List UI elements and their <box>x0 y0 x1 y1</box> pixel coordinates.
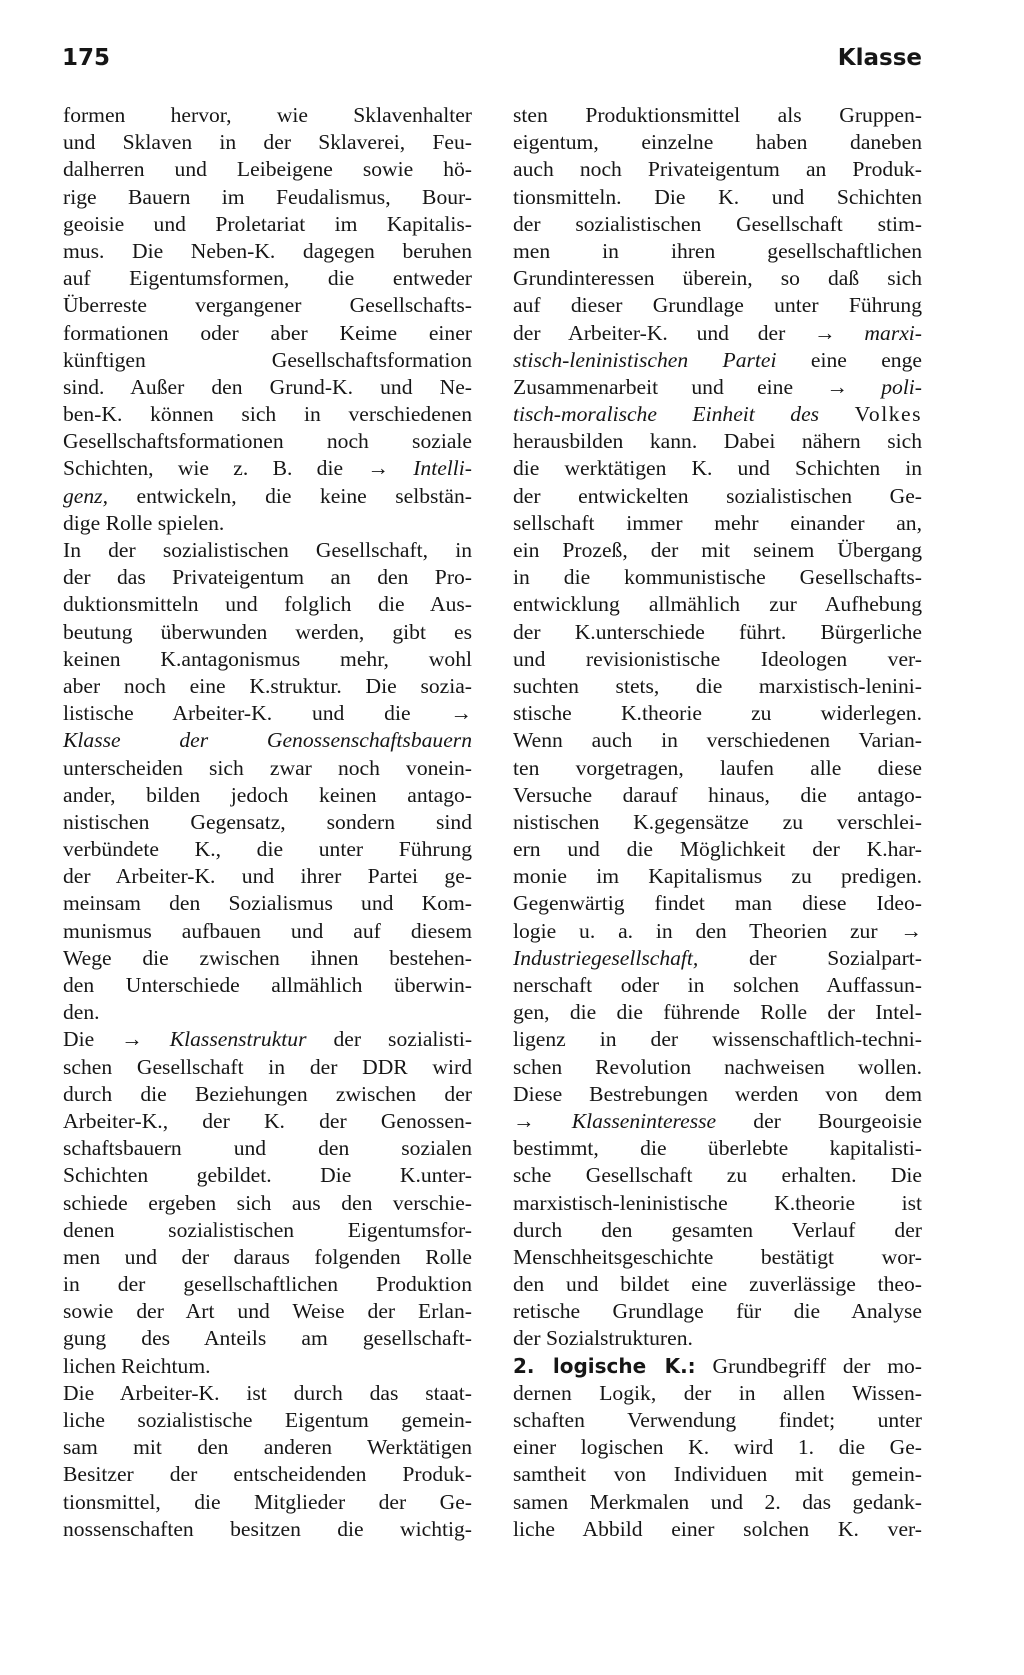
text-line <box>513 129 922 156</box>
text-span: ten vorgetragen, laufen alle diese <box>513 755 922 780</box>
text-line <box>63 156 472 183</box>
text-span: Überreste vergangener Gesellschafts- <box>63 293 472 318</box>
text-line <box>513 673 922 700</box>
text-line <box>63 782 472 809</box>
text-span: der Sozialpart- <box>749 945 922 970</box>
text-span: sind. Außer den Grund-K. und Ne- <box>63 374 472 399</box>
text-span: auf dieser Grundlage unter Führung <box>513 293 922 318</box>
text-span: ein Prozeß, der mit seinem Übergang <box>513 538 922 562</box>
text-line <box>513 1271 922 1298</box>
text-line <box>63 510 472 537</box>
text-line <box>63 455 472 482</box>
text-span: Grundbegriff der mo- <box>712 1353 922 1378</box>
text-line <box>63 700 472 727</box>
text-line <box>513 646 922 673</box>
text-line <box>513 1516 922 1543</box>
text-line <box>63 238 472 265</box>
text-span: formen hervor, wie Sklavenhalter <box>63 103 472 127</box>
text-line <box>63 999 472 1026</box>
text-span: men in ihren gesellschaftlichen <box>513 238 922 263</box>
text-span: sten Produktionsmittel als Gruppen- <box>513 103 922 127</box>
text-line <box>63 1325 472 1352</box>
text-line <box>513 782 922 809</box>
text-line <box>63 1353 472 1380</box>
text-span: der Bourgeoisie <box>753 1108 922 1133</box>
text-span: samen Merkmalen und 2. das gedank- <box>513 1489 922 1514</box>
text-span: mus. Die Neben-K. dagegen beruhen <box>63 238 472 263</box>
text-line <box>513 537 922 564</box>
text-line <box>513 1244 922 1271</box>
text-span: der entwickelten sozialistischen Ge- <box>513 483 922 508</box>
page-number: 175 <box>62 45 111 71</box>
text-line <box>63 320 472 347</box>
running-title: Klasse <box>837 45 922 71</box>
text-line <box>63 1461 472 1488</box>
text-span: der K.unterschiede führt. Bürgerliche <box>513 619 922 644</box>
text-span: Wege die zwischen ihnen bestehen- <box>63 945 472 970</box>
text-span: geoisie und Proletariat im Kapitalis- <box>63 211 472 236</box>
text-span: stische K.theorie zu widerlegen. <box>513 701 922 726</box>
text-line <box>513 1054 922 1081</box>
text-span: Diese Bestrebungen werden von dem <box>513 1081 922 1106</box>
text-span: in die kommunistische Gesellschafts- <box>513 565 922 590</box>
text-line <box>63 564 472 591</box>
text-it: poli- <box>881 374 923 399</box>
text-span: Zusammenarbeit und eine → <box>513 374 848 399</box>
text-span: entwickeln, die keine selbstän- <box>136 483 472 508</box>
text-line <box>63 1244 472 1271</box>
text-span: der Arbeiter-K. und der → <box>513 320 836 345</box>
text-it: Klasseninteresse <box>571 1108 717 1133</box>
text-line <box>513 156 922 183</box>
text-span: schen Gesellschaft in der DDR wird <box>63 1054 472 1079</box>
text-it: Klasse der Genossenschaftsbauern <box>63 728 472 753</box>
text-span: ligenz in der wissenschaftlich-techni- <box>513 1027 922 1052</box>
text-line <box>513 320 922 347</box>
text-line <box>63 1489 472 1516</box>
text-line <box>513 945 922 972</box>
text-line <box>513 1190 922 1217</box>
text-line <box>63 727 472 754</box>
text-line <box>513 265 922 292</box>
text-line <box>63 1190 472 1217</box>
text-line <box>513 890 922 917</box>
text-line <box>513 1108 922 1135</box>
text-span: nistischen Gegensatz, sondern sind <box>63 809 472 834</box>
text-span: Schichten gebildet. Die K.unter- <box>63 1163 472 1188</box>
text-span: rige Bauern im Feudalismus, Bour- <box>63 184 472 209</box>
text-span: dalherren und Leibeigene sowie hö- <box>63 157 472 182</box>
text-line <box>63 1271 472 1298</box>
text-line <box>63 1026 472 1053</box>
text-span: listische Arbeiter-K. und die → <box>63 701 472 726</box>
text-line <box>513 972 922 999</box>
text-line <box>513 1135 922 1162</box>
text-sp: Volkes <box>854 402 922 427</box>
text-line <box>63 1380 472 1407</box>
text-span: duktionsmitteln und folglich die Aus- <box>63 592 472 617</box>
text-line <box>513 1298 922 1325</box>
text-span: der Arbeiter-K. und ihrer Partei ge- <box>63 864 472 889</box>
text-span: der das Privateigentum an den Pro- <box>63 565 472 590</box>
text-line <box>513 1353 922 1380</box>
text-span: sche Gesellschaft zu erhalten. Die <box>513 1163 922 1188</box>
text-span: verbündete K., die unter Führung <box>63 837 472 862</box>
text-span: durch den gesamten Verlauf der <box>513 1217 922 1242</box>
text-span: retische Grundlage für die Analyse <box>513 1299 922 1324</box>
text-span: in der gesellschaftlichen Produktion <box>63 1272 472 1297</box>
text-line <box>63 1434 472 1461</box>
text-span: schaftsbauern und den sozialen <box>63 1136 472 1161</box>
text-it: Intelli- <box>413 456 472 481</box>
text-span: gen, die die führende Rolle der Intel- <box>513 1000 922 1025</box>
text-span: eigentum, einzelne haben daneben <box>513 130 922 155</box>
text-span: tionsmitteln. Die K. und Schichten <box>513 184 922 209</box>
text-span: der sozialistischen Gesellschaft stim- <box>513 211 922 236</box>
text-line <box>513 564 922 591</box>
text-line <box>63 184 472 211</box>
text-span: beutung überwunden werden, gibt es <box>63 619 472 644</box>
text-span: der sozialisti- <box>333 1027 473 1052</box>
text-line <box>63 972 472 999</box>
text-span: nossenschaften besitzen die wichtig- <box>63 1516 472 1541</box>
text-span: tionsmittel, die Mitglieder der Ge- <box>63 1489 472 1514</box>
text-line <box>513 1081 922 1108</box>
text-line <box>513 238 922 265</box>
text-line <box>513 1434 922 1461</box>
text-span: Wenn auch in verschiedenen Varian- <box>513 728 922 753</box>
text-line <box>513 999 922 1026</box>
text-span: der Sozialstrukturen. <box>513 1326 693 1351</box>
text-line <box>63 836 472 863</box>
text-span: Die → <box>63 1027 143 1052</box>
text-line <box>513 1489 922 1516</box>
text-line <box>513 1325 922 1352</box>
text-line <box>63 265 472 292</box>
text-bold: 2. logische K.: <box>513 1353 696 1378</box>
text-span: ern und die Möglichkeit der K.har- <box>513 837 922 862</box>
text-span: herausbilden kann. Dabei nähern sich <box>513 429 922 454</box>
text-span: eine enge <box>810 347 922 372</box>
text-span: den und bildet eine zuverlässige theo- <box>513 1272 922 1297</box>
text-line <box>513 374 922 401</box>
text-it: genz, <box>63 483 108 508</box>
text-line <box>63 102 472 129</box>
text-span: samtheit von Individuen mit gemein- <box>513 1462 922 1487</box>
text-span: künftigen Gesellschaftsformation <box>63 347 472 372</box>
text-span: formationen oder aber Keime einer <box>63 320 472 345</box>
text-span: entwicklung allmählich zur Aufhebung <box>513 592 922 617</box>
text-line <box>513 863 922 890</box>
text-line <box>513 836 922 863</box>
text-line <box>513 1407 922 1434</box>
text-line <box>63 619 472 646</box>
text-span: munismus aufbauen und auf diesem <box>63 918 472 943</box>
text-span: die werktätigen K. und Schichten in <box>513 456 922 481</box>
text-span: marxistisch-leninistische K.theorie ist <box>513 1190 922 1215</box>
left-text-column <box>63 102 472 1543</box>
text-line <box>63 483 472 510</box>
text-line <box>513 591 922 618</box>
text-line <box>63 673 472 700</box>
text-line <box>63 755 472 782</box>
text-span: gung des Anteils am gesellschaft- <box>63 1326 472 1351</box>
text-it: Klassenstruktur <box>169 1027 307 1052</box>
text-span: liche Abbild einer solchen K. ver- <box>513 1516 922 1541</box>
text-span: einer logischen K. wird 1. die Ge- <box>513 1435 922 1460</box>
text-line <box>513 1026 922 1053</box>
text-line <box>63 347 472 374</box>
text-span: schaften Verwendung findet; unter <box>513 1408 922 1432</box>
text-span: schen Revolution nachweisen wollen. <box>513 1054 922 1079</box>
text-span: suchten stets, die marxistisch-lenini- <box>513 673 922 698</box>
text-line <box>513 184 922 211</box>
text-span: unterscheiden sich zwar noch vonein- <box>63 755 472 780</box>
text-line <box>63 211 472 238</box>
text-it: tisch-moralische Einheit des <box>513 402 820 427</box>
text-line <box>63 890 472 917</box>
text-span: Gegenwärtig findet man diese Ideo- <box>513 891 922 916</box>
text-line <box>513 292 922 319</box>
text-span: Die Arbeiter-K. ist durch das staat- <box>63 1380 472 1405</box>
text-span: → <box>513 1108 535 1133</box>
text-span: In der sozialistischen Gesellschaft, in <box>63 538 472 562</box>
text-span: denen sozialistischen Eigentumsfor- <box>63 1217 472 1242</box>
text-line <box>63 374 472 401</box>
text-line <box>513 700 922 727</box>
text-span: logie u. a. in den Theorien zur → <box>513 918 922 943</box>
text-span: den Unterschiede allmählich überwin- <box>63 973 472 997</box>
text-span: schiede ergeben sich aus den verschie- <box>63 1190 472 1215</box>
text-line <box>63 1162 472 1189</box>
text-span: sowie der Art und Weise der Erlan- <box>63 1299 472 1324</box>
text-line <box>513 755 922 782</box>
text-line <box>513 347 922 374</box>
text-line <box>63 646 472 673</box>
text-line <box>63 1135 472 1162</box>
text-span: ander, bilden jedoch keinen antago- <box>63 782 472 807</box>
text-span: durch die Beziehungen zwischen der <box>63 1081 472 1106</box>
text-span: auch noch Privateigentum an Produk- <box>513 157 922 182</box>
text-line <box>63 1054 472 1081</box>
text-line <box>63 1407 472 1434</box>
text-line <box>63 1081 472 1108</box>
text-span: Besitzer der entscheidenden Produk- <box>63 1462 472 1487</box>
text-span: sam mit den anderen Werktätigen <box>63 1435 472 1460</box>
text-span: aber noch eine K.struktur. Die sozia- <box>63 673 472 698</box>
text-span: und Sklaven in der Sklaverei, Feu- <box>63 130 472 155</box>
text-line <box>63 1217 472 1244</box>
text-span: liche sozialistische Eigentum gemein- <box>63 1408 472 1432</box>
text-line <box>513 483 922 510</box>
text-line <box>63 129 472 156</box>
text-line <box>63 918 472 945</box>
text-line <box>513 727 922 754</box>
text-span: dernen Logik, der in allen Wissen- <box>513 1380 922 1405</box>
text-line <box>63 401 472 428</box>
text-line <box>513 619 922 646</box>
text-span: Schichten, wie z. B. die → <box>63 456 389 481</box>
text-line <box>513 809 922 836</box>
text-span: auf Eigentumsformen, die entweder <box>63 266 472 291</box>
text-line <box>513 455 922 482</box>
text-line <box>63 537 472 564</box>
text-span: den. <box>63 1000 100 1025</box>
text-span: men und der daraus folgenden Rolle <box>63 1244 472 1269</box>
text-line <box>513 1461 922 1488</box>
text-line <box>63 809 472 836</box>
text-line <box>513 510 922 537</box>
text-span: nistischen K.gegensätze zu verschlei- <box>513 809 922 834</box>
text-span: lichen Reichtum. <box>63 1353 211 1378</box>
text-it: Industriegesellschaft, <box>513 945 699 970</box>
text-line <box>63 1298 472 1325</box>
text-line <box>513 211 922 238</box>
text-line <box>63 1108 472 1135</box>
text-line <box>63 945 472 972</box>
text-span: Versuche darauf hinaus, die antago- <box>513 782 922 807</box>
text-line <box>513 1162 922 1189</box>
text-it: stisch-leninistischen Partei <box>513 347 777 372</box>
text-line <box>513 428 922 455</box>
text-span: keinen K.antagonismus mehr, wohl <box>63 646 472 671</box>
text-span: nerschaft oder in solchen Auffassun- <box>513 973 922 997</box>
text-span: Gesellschaftsformationen noch soziale <box>63 429 472 454</box>
text-span: sellschaft immer mehr einander an, <box>513 510 922 535</box>
text-span: meinsam den Sozialismus und Kom- <box>63 891 472 916</box>
text-span: Menschheitsgeschichte bestätigt wor- <box>513 1244 922 1269</box>
text-line <box>63 591 472 618</box>
right-text-column <box>513 102 922 1543</box>
text-span: Grundinteressen überein, so daß sich <box>513 266 922 291</box>
text-line <box>513 918 922 945</box>
text-it: marxi- <box>864 320 922 345</box>
text-line <box>513 401 922 428</box>
text-line <box>63 428 472 455</box>
text-line <box>513 1380 922 1407</box>
text-span: ben-K. können sich in verschiedenen <box>63 402 472 427</box>
text-line <box>63 292 472 319</box>
text-line <box>513 102 922 129</box>
text-line <box>63 1516 472 1543</box>
text-line <box>513 1217 922 1244</box>
text-span: dige Rolle spielen. <box>63 510 225 535</box>
text-span: monie im Kapitalismus zu predigen. <box>513 864 922 889</box>
text-line <box>63 863 472 890</box>
text-span: bestimmt, die überlebte kapitalisti- <box>513 1136 922 1161</box>
text-span: und revisionistische Ideologen ver- <box>513 646 922 671</box>
text-span: Arbeiter-K., der K. der Genossen- <box>63 1108 472 1133</box>
